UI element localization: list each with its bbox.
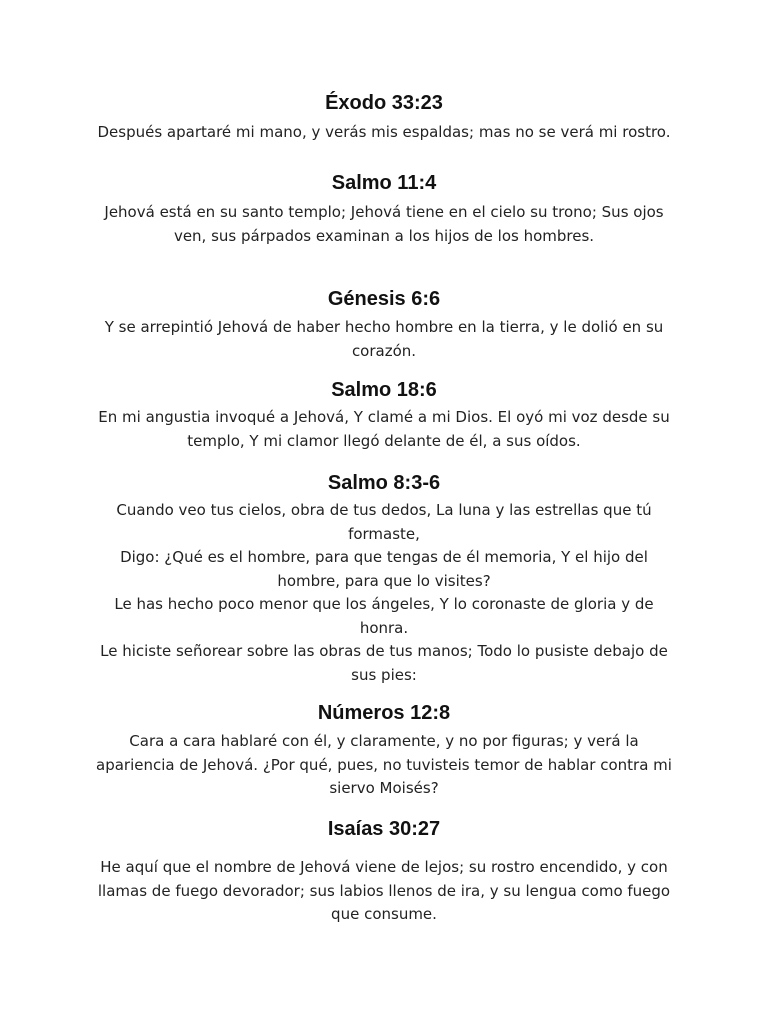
verse-paragraph: He aquí que el nombre de Jehová viene de lejos; su rostro encendido, y con llamas de fuego devorador; sus labios llenos de ira, y su lengua como fuego que consume. [97,858,671,923]
section-title-exodo-33-23: Éxodo 33:23 [325,92,443,114]
section-title-salmo-8-3-6: Salmo 8:3-6 [327,472,441,494]
verse-paragraph: Cuando veo tus cielos, obra de tus dedos, La luna y las estrellas que tú formaste, [116,501,652,543]
verse-paragraph: Le has hecho poco menor que los ángeles, Y lo coronaste de gloria y de honra. [114,595,654,637]
section-title-numeros-12-8: Números 12:8 [317,702,451,724]
verse-text-salmo-18-6 [90,406,678,453]
section-title-salmo-11-4: Salmo 11:4 [331,172,437,194]
section-title-isaias-30-27: Isaías 30:27 [327,818,441,840]
verse-text-isaias-30-27 [90,856,678,927]
verse-paragraph: Digo: ¿Qué es el hombre, para que tengas de él memoria, Y el hijo del hombre, para que lo visites? [120,548,648,590]
verse-paragraph: Cara a cara hablaré con él, y claramente, y no por figuras; y verá la apariencia de Jehová. ¿Por qué, pues, no tuvisteis temor de hablar contra mi siervo Moisés? [96,732,672,797]
verse-text-exodo-33-23 [90,121,678,145]
verse-paragraph: Después apartaré mi mano, y verás mis espaldas; mas no se verá mi rostro. [97,123,671,141]
verse-text-salmo-11-4 [90,201,678,248]
verse-paragraph: En mi angustia invoqué a Jehová, Y clamé a mi Dios. El oyó mi voz desde su templo, Y mi clamor llegó delante de él, a sus oídos. [98,408,670,450]
section-title-salmo-18-6: Salmo 18:6 [331,379,437,401]
section-title-genesis-6-6: Génesis 6:6 [327,288,441,310]
verse-text-salmo-8-3-6 [90,499,678,687]
verse-text-numeros-12-8 [90,730,678,801]
verse-paragraph: Le hiciste señorear sobre las obras de tus manos; Todo lo pusiste debajo de sus pies: [100,642,668,684]
verse-paragraph: Jehová está en su santo templo; Jehová tiene en el cielo su trono; Sus ojos ven, sus párpados examinan a los hijos de los hombres. [104,203,664,245]
verse-paragraph: Y se arrepintió Jehová de haber hecho hombre en la tierra, y le dolió en su corazón. [104,318,664,360]
verse-text-genesis-6-6 [90,316,678,363]
